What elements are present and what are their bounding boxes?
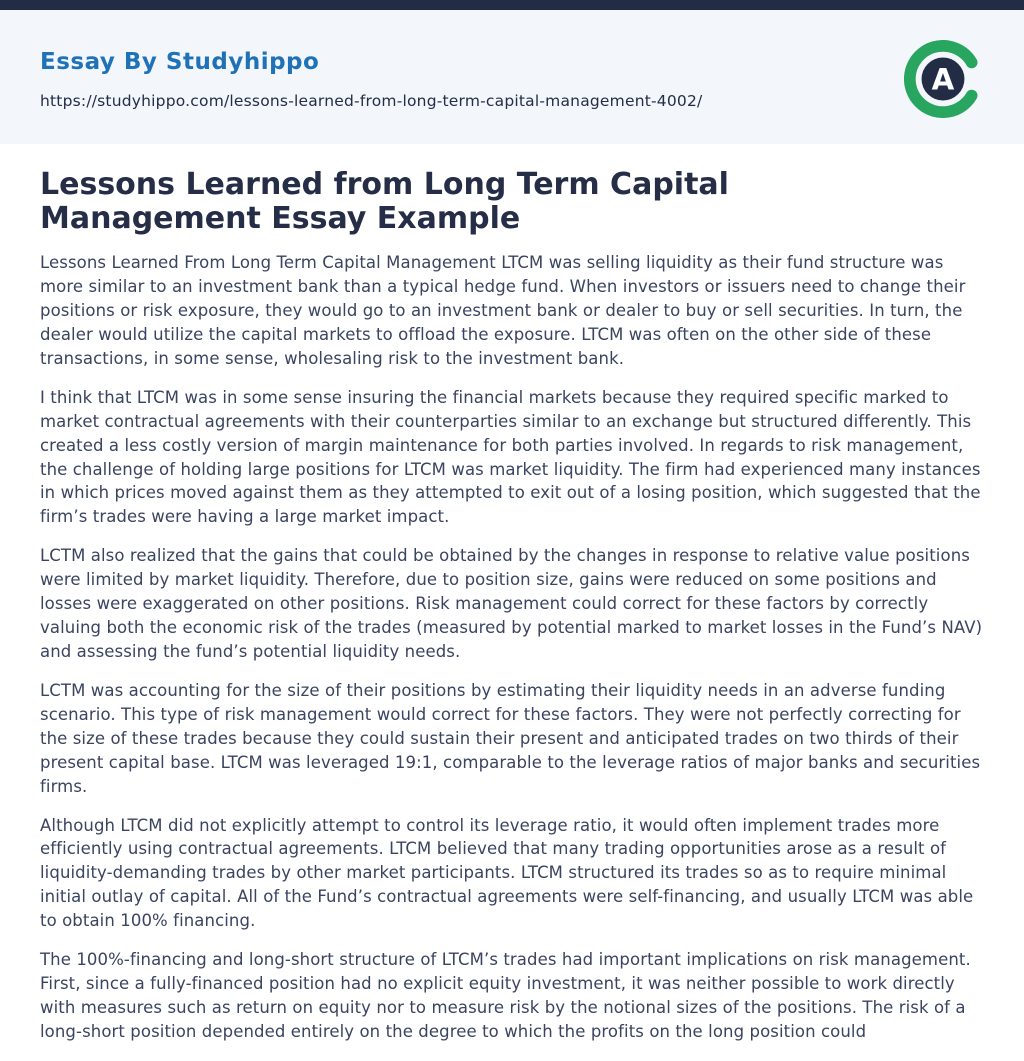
paragraph: LCTM also realized that the gains that could be obtained by the changes in response to relative value positions were limited by market liquidity. Therefore, due to position size, gains were reduced on some positions and losses were exaggerated on other positions. Risk management could correct for these factors by correctly valuing both the economic risk of the trades (measured by potential marked to market losses in the Fund’s NAV) and assessing the fund’s potential liquidity needs. [40, 546, 983, 662]
paragraph: LCTM was accounting for the size of their positions by estimating their liquidity needs in an adverse funding scenario. This type of risk management would correct for these factors. They were not perfectly correcting for the size of these trades because they could sustain their present and anticipated trades on two thirds of their present capital base. LTCM was leveraged 19:1, comparable to the leverage ratios of major banks and securities firms. [40, 680, 981, 796]
article-body [40, 251, 984, 1044]
logo-letter: A [931, 62, 955, 97]
studyhippo-logo-icon [904, 40, 982, 118]
paragraph: Lessons Learned From Long Term Capital Management LTCM was selling liquidity as their fund structure was more similar to an investment bank than a typical hedge fund. When investors or issuers need to change their positions or risk exposure, they would go to an investment bank or dealer to buy or sell securities. In turn, the dealer would utilize the capital markets to offload the exposure. LTCM was often on the other side of these transactions, in some sense, wholesaling risk to the investment bank. [40, 253, 966, 368]
source-url-link[interactable]: https://studyhippo.com/lessons-learned-from-long-term-capital-management-4002/ [40, 91, 703, 110]
header [0, 10, 1024, 144]
paragraph: I think that LTCM was in some sense insuring the financial markets because they required specific marked to market contractual agreements with their counterparties similar to an exchange but structured differently. This created a less costly version of margin maintenance for both parties involved. In regards to risk management, the challenge of holding large positions for LTCM was market liquidity. The firm had experienced many instances in which prices moved against them as they attempted to exit out of a losing position, which suggested that the firm’s trades were having a large market impact. [40, 387, 981, 527]
paragraph: Although LTCM did not explicitly attempt to control its leverage ratio, it would often implement trades more efficiently using contractual agreements. LTCM believed that many trading opportunities arose as a result of liquidity-demanding trades by other market participants. LTCM structured its trades so as to require minimal initial outlay of capital. All of the Fund’s contractual agreements were self-financing, and usually LTCM was able to obtain 100% financing. [40, 815, 974, 931]
top-accent-bar [0, 0, 1024, 10]
article [0, 144, 1024, 1044]
header-text [40, 49, 702, 110]
paragraph: The 100%-financing and long-short structure of LTCM’s trades had important implications on risk management. First, since a fully-financed position had no explicit equity investment, it was neither possible to work directly with measures such as return on equity nor to measure risk by the notional sizes of the positions. The risk of a long-short position depended entirely on the degree to which the profits on the long position could [40, 950, 971, 1041]
brand-title: Essay By Studyhippo [40, 48, 320, 75]
page-title: Lessons Learned from Long Term Capital Management Essay Example [40, 167, 729, 236]
